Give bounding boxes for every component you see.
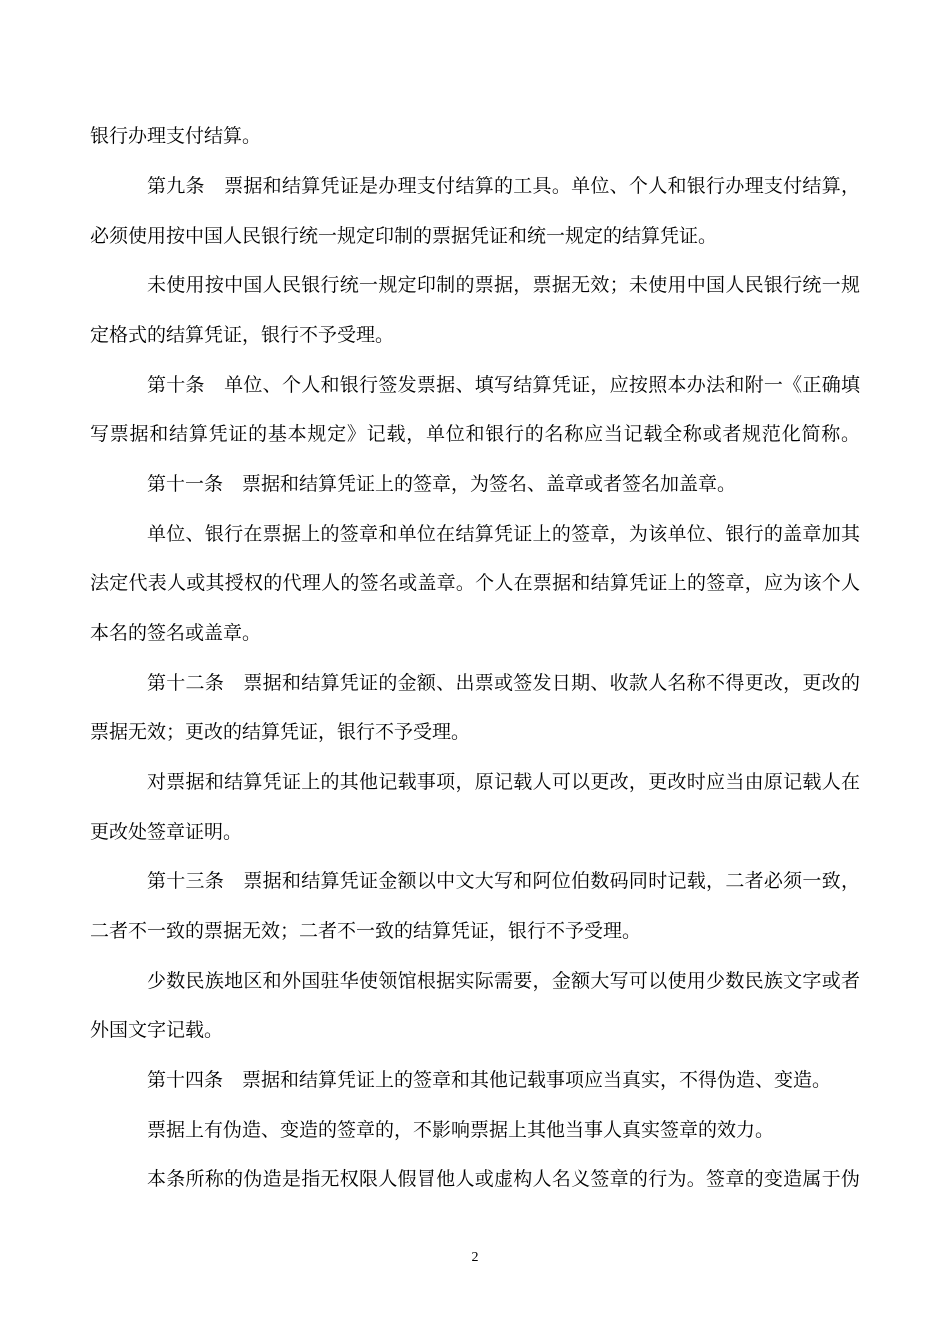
text-line: 第十四条 票据和结算凭证上的签章和其他记载事项应当真实，不得伪造、变造。 — [147, 1069, 832, 1091]
text-line: 必须使用按中国人民银行统一规定印制的票据凭证和统一规定的结算凭证。 — [90, 225, 718, 247]
text-line: 外国文字记载。 — [90, 1019, 224, 1041]
text-line: 未使用按中国人民银行统一规定印制的票据，票据无效；未使用中国人民银行统一规 — [147, 274, 860, 296]
text-line: 第九条 票据和结算凭证是办理支付结算的工具。单位、个人和银行办理支付结算， — [147, 175, 860, 197]
text-line: 本条所称的伪造是指无权限人假冒他人或虚构人名义签章的行为。签章的变造属于伪 — [147, 1168, 860, 1190]
text-line: 更改处签章证明。 — [90, 821, 243, 843]
text-line: 二者不一致的票据无效；二者不一致的结算凭证，银行不予受理。 — [90, 920, 642, 942]
page-number: 2 — [471, 1250, 479, 1265]
text-line: 定格式的结算凭证，银行不予受理。 — [90, 324, 395, 346]
text-line: 本名的签名或盖章。 — [90, 622, 262, 644]
text-line: 少数民族地区和外国驻华使领馆根据实际需要，金额大写可以使用少数民族文字或者 — [147, 970, 860, 992]
text-line: 单位、银行在票据上的签章和单位在结算凭证上的签章，为该单位、银行的盖章加其 — [147, 523, 860, 545]
text-line: 第十二条 票据和结算凭证的金额、出票或签发日期、收款人名称不得更改，更改的 — [147, 672, 860, 694]
text-line: 法定代表人或其授权的代理人的签名或盖章。个人在票据和结算凭证上的签章，应为该个人 — [90, 572, 860, 594]
text-line: 写票据和结算凭证的基本规定》记载，单位和银行的名称应当记载全称或者规范化简称。 — [90, 423, 860, 445]
text-line: 银行办理支付结算。 — [90, 125, 262, 147]
text-line: 第十三条 票据和结算凭证金额以中文大写和阿位伯数码同时记载，二者必须一致， — [147, 870, 860, 892]
text-line: 对票据和结算凭证上的其他记载事项，原记载人可以更改，更改时应当由原记载人在 — [147, 771, 860, 793]
text-line: 第十条 单位、个人和银行签发票据、填写结算凭证，应按照本办法和附一《正确填 — [147, 374, 860, 396]
text-line: 票据上有伪造、变造的签章的，不影响票据上其他当事人真实签章的效力。 — [147, 1119, 775, 1141]
text-line: 票据无效；更改的结算凭证，银行不予受理。 — [90, 721, 471, 743]
text-line: 第十一条 票据和结算凭证上的签章，为签名、盖章或者签名加盖章。 — [147, 473, 737, 495]
